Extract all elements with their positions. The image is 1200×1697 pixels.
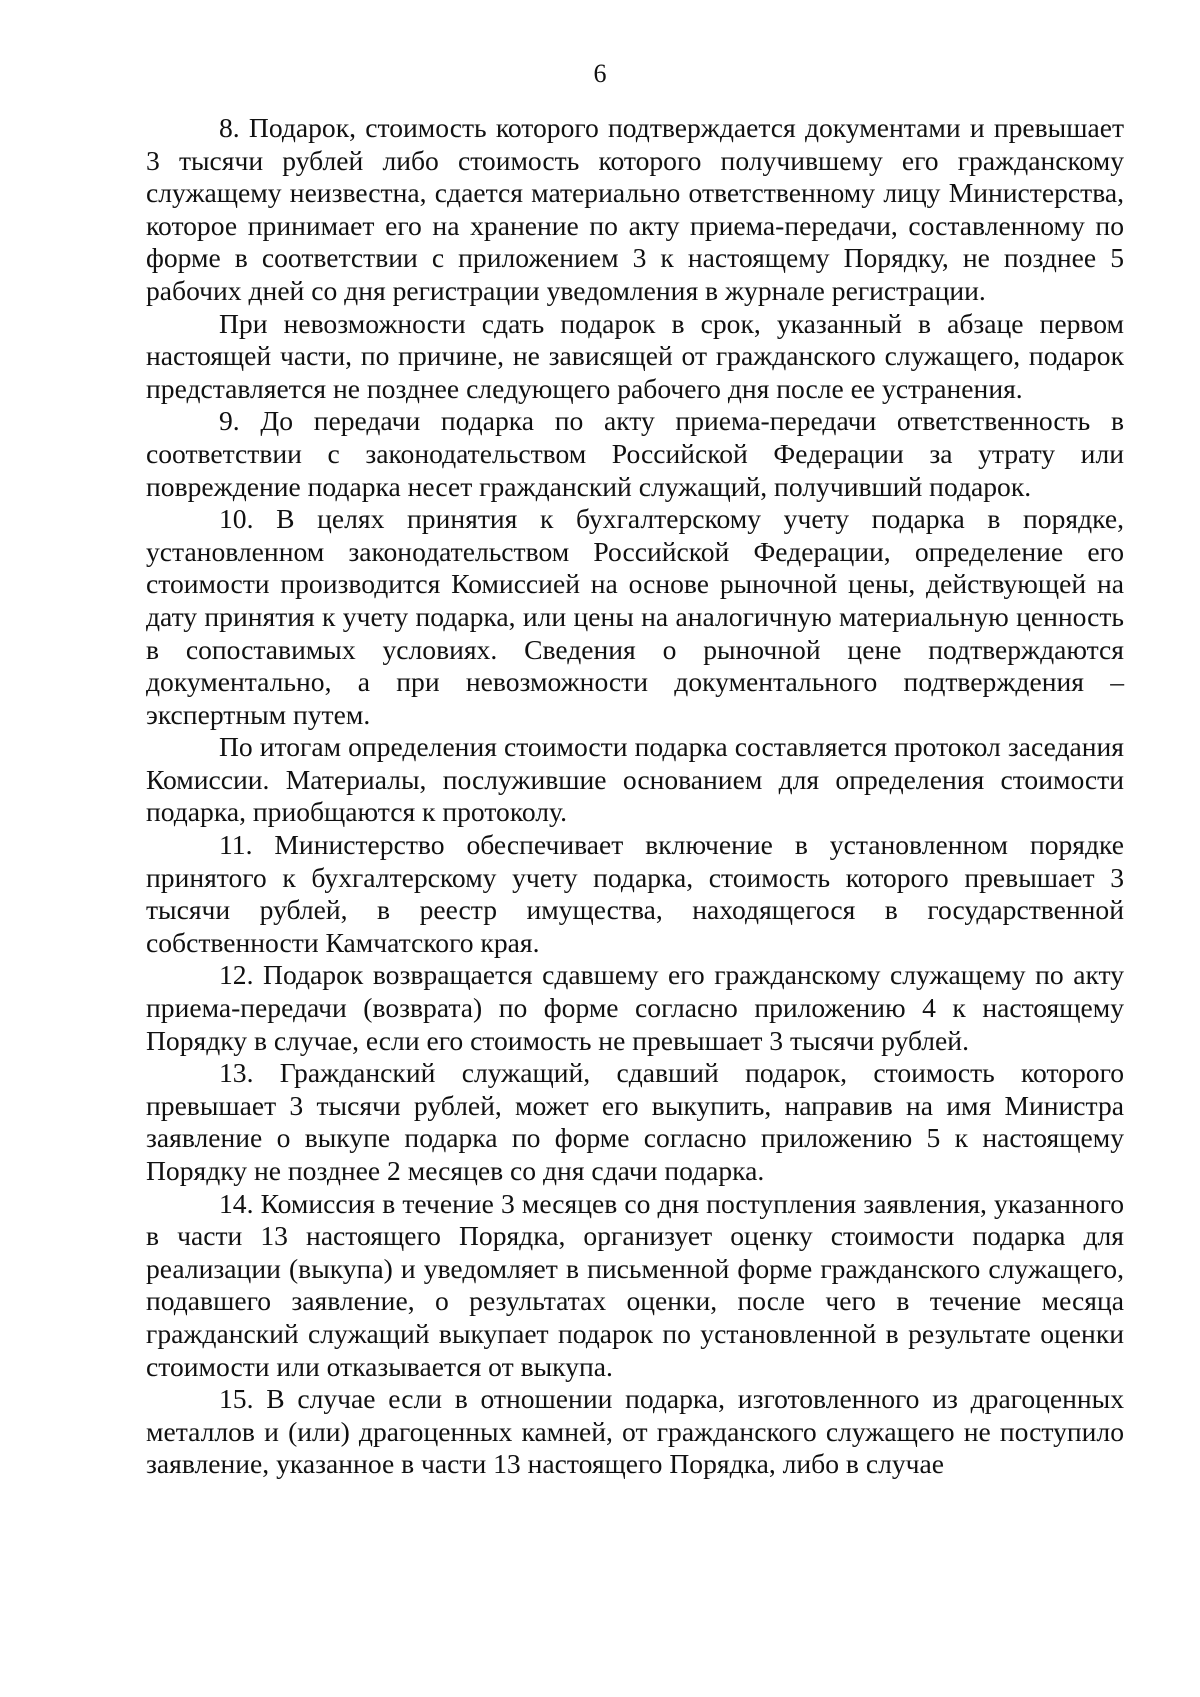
document-body [146,112,1124,1481]
paragraph-item-12: 12. Подарок возвращается сдавшему его гражданскому служащему по акту приема-передачи (возврата) по форме согласно приложению 4 к настоящему Порядку в случае, если его стоимость не превышает 3 тысячи рублей. [146,959,1124,1056]
paragraph-item-10: 10. В целях принятия к бухгалтерскому учету подарка в порядке, установленном законодательством Российской Федерации, определение его стоимости производится Комиссией на основе рыночной цены, действующей на дату принятия к учету подарка, или цены на аналогичную материальную ценность в сопоставимых условиях. Сведения о рыночной цене подтверждаются документально, а при невозможности документального подтверждения – экспертным путем. [146,503,1124,730]
paragraph-item-15: 15. В случае если в отношении подарка, изготовленного из драгоценных металлов и (или) драгоценных камней, от гражданского служащего не поступило заявление, указанное в части 13 настоящего Порядка, либо в случае [146,1383,1124,1480]
page-number: 6 [593,59,607,88]
paragraph-item-9: 9. До передачи подарка по акту приема-передачи ответственность в соответствии с законодательством Российской Федерации за утрату или повреждение подарка несет гражданский служащий, получивший подарок. [146,405,1124,502]
paragraph-item-10-protocol: По итогам определения стоимости подарка составляется протокол заседания Комиссии. Материалы, послужившие основанием для определения стоимости подарка, приобщаются к протоколу. [146,731,1124,828]
paragraph-item-11: 11. Министерство обеспечивает включение в установленном порядке принятого к бухгалтерскому учету подарка, стоимость которого превышает 3 тысячи рублей, в реестр имущества, находящегося в государственной собственности Камчатского края. [146,829,1124,958]
paragraph-item-14: 14. Комиссия в течение 3 месяцев со дня поступления заявления, указанного в части 13 настоящего Порядка, организует оценку стоимости подарка для реализации (выкупа) и уведомляет в письменной форме гражданского служащего, подавшего заявление, о результатах оценки, после чего в течение месяца гражданский служащий выкупает подарок по установленной в результате оценки стоимости или отказывается от выкупа. [146,1187,1124,1382]
paragraph-item-8-deadline: При невозможности сдать подарок в срок, указанный в абзаце первом настоящей части, по причине, не зависящей от гражданского служащего, подарок представляется не позднее следующего рабочего дня после ее устранения. [146,307,1124,404]
paragraph-item-8: 8. Подарок, стоимость которого подтверждается документами и превышает 3 тысячи рублей либо стоимость которого получившему его гражданскому служащему неизвестна, сдается материально ответственному лицу Министерства, которое принимает его на хранение по акту приема-передачи, составленному по форме в соответствии с приложением 3 к настоящему Порядку, не позднее 5 рабочих дней со дня регистрации уведомления в журнале регистрации. [146,112,1124,306]
paragraph-item-13: 13. Гражданский служащий, сдавший подарок, стоимость которого превышает 3 тысячи рублей, может его выкупить, направив на имя Министра заявление о выкупе подарка по форме согласно приложению 5 к настоящему Порядку не позднее 2 месяцев со дня сдачи подарка. [146,1057,1124,1186]
